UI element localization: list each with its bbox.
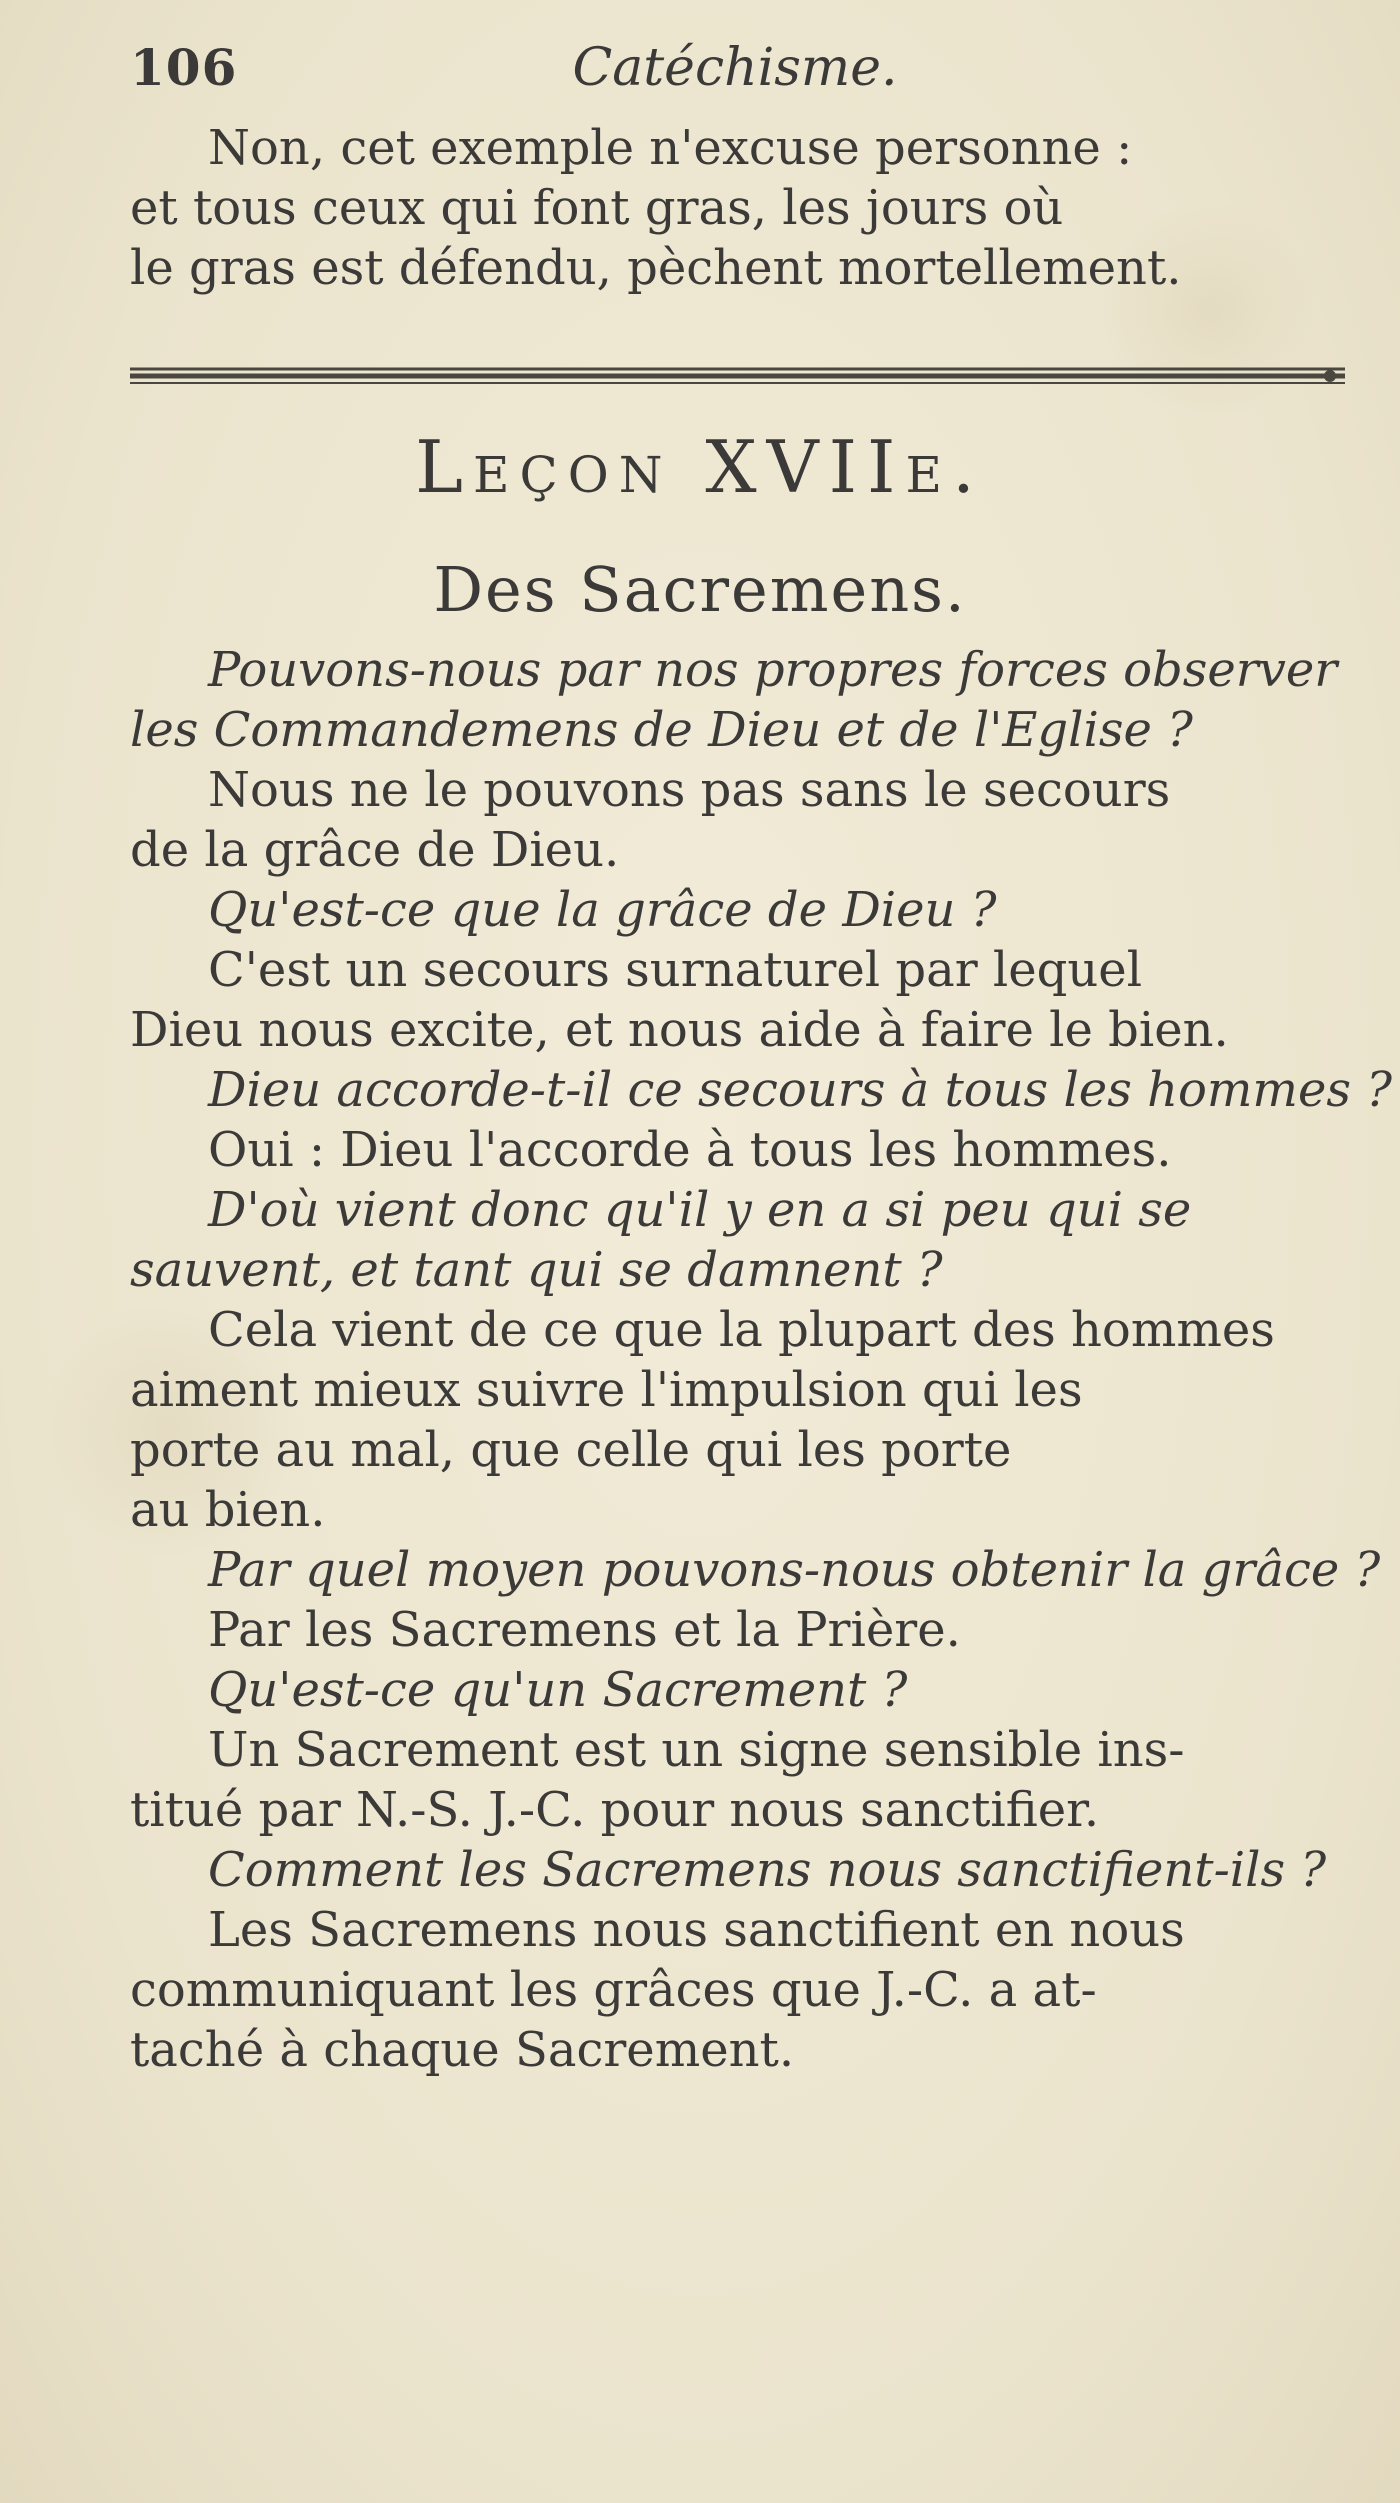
- ornamental-rule: [130, 360, 1345, 390]
- continuation-paragraph: [130, 118, 1340, 298]
- question-line: Qu'est-ce que la grâce de Dieu ?: [208, 882, 997, 938]
- question-line: sauvent, et tant qui se damnent ?: [130, 1242, 943, 1298]
- question-line: les Commandemens de Dieu et de l'Eglise ?: [130, 702, 1193, 758]
- question-line: Pouvons-nous par nos propres forces observer: [208, 642, 1338, 698]
- answer-line: porte au mal, que celle qui les porte: [130, 1422, 1012, 1478]
- answer-line: Un Sacrement est un signe sensible ins-: [208, 1722, 1185, 1778]
- answer-line: Par les Sacremens et la Prière.: [208, 1602, 961, 1658]
- answer-line: C'est un secours surnaturel par lequel: [208, 942, 1143, 998]
- answer-line: Dieu nous excite, et nous aide à faire le bien.: [130, 1002, 1229, 1058]
- text-line: et tous ceux qui font gras, les jours où: [130, 180, 1064, 236]
- page-header: [130, 30, 1340, 100]
- answer-line: communiquant les grâces que J.-C. a at-: [130, 1962, 1097, 2018]
- question-line: Dieu accorde-t-il ce secours à tous les hommes ?: [208, 1062, 1392, 1118]
- text-line: le gras est défendu, pèchent mortellement.: [130, 240, 1182, 296]
- lesson-title: Leçon XVIIe.: [415, 425, 985, 509]
- question-line: Comment les Sacremens nous sanctifient-ils ?: [208, 1842, 1327, 1898]
- answer-line: Les Sacremens nous sanctifient en nous: [208, 1902, 1185, 1958]
- answer-line: taché à chaque Sacrement.: [130, 2022, 795, 2078]
- question-line: D'où vient donc qu'il y en a si peu qui se: [208, 1182, 1192, 1238]
- lesson-subtitle: Des Sacremens.: [433, 553, 967, 626]
- answer-line: titué par N.-S. J.-C. pour nous sanctifier.: [130, 1782, 1100, 1838]
- answer-line: aiment mieux suivre l'impulsion qui les: [130, 1362, 1083, 1418]
- question-line: Qu'est-ce qu'un Sacrement ?: [208, 1662, 908, 1718]
- answer-line: au bien.: [130, 1482, 326, 1538]
- page-number: 106: [130, 38, 238, 97]
- answer-line: Nous ne le pouvons pas sans le secours: [208, 762, 1171, 818]
- running-title: Catéchisme.: [572, 38, 898, 98]
- question-line: Par quel moyen pouvons-nous obtenir la grâce ?: [208, 1542, 1381, 1598]
- answer-line: de la grâce de Dieu.: [130, 822, 620, 878]
- catechism-text: [130, 640, 1392, 2080]
- text-line: Non, cet exemple n'excuse personne :: [208, 120, 1133, 176]
- answer-line: Oui : Dieu l'accorde à tous les hommes.: [208, 1122, 1172, 1178]
- answer-line: Cela vient de ce que la plupart des hommes: [208, 1302, 1275, 1358]
